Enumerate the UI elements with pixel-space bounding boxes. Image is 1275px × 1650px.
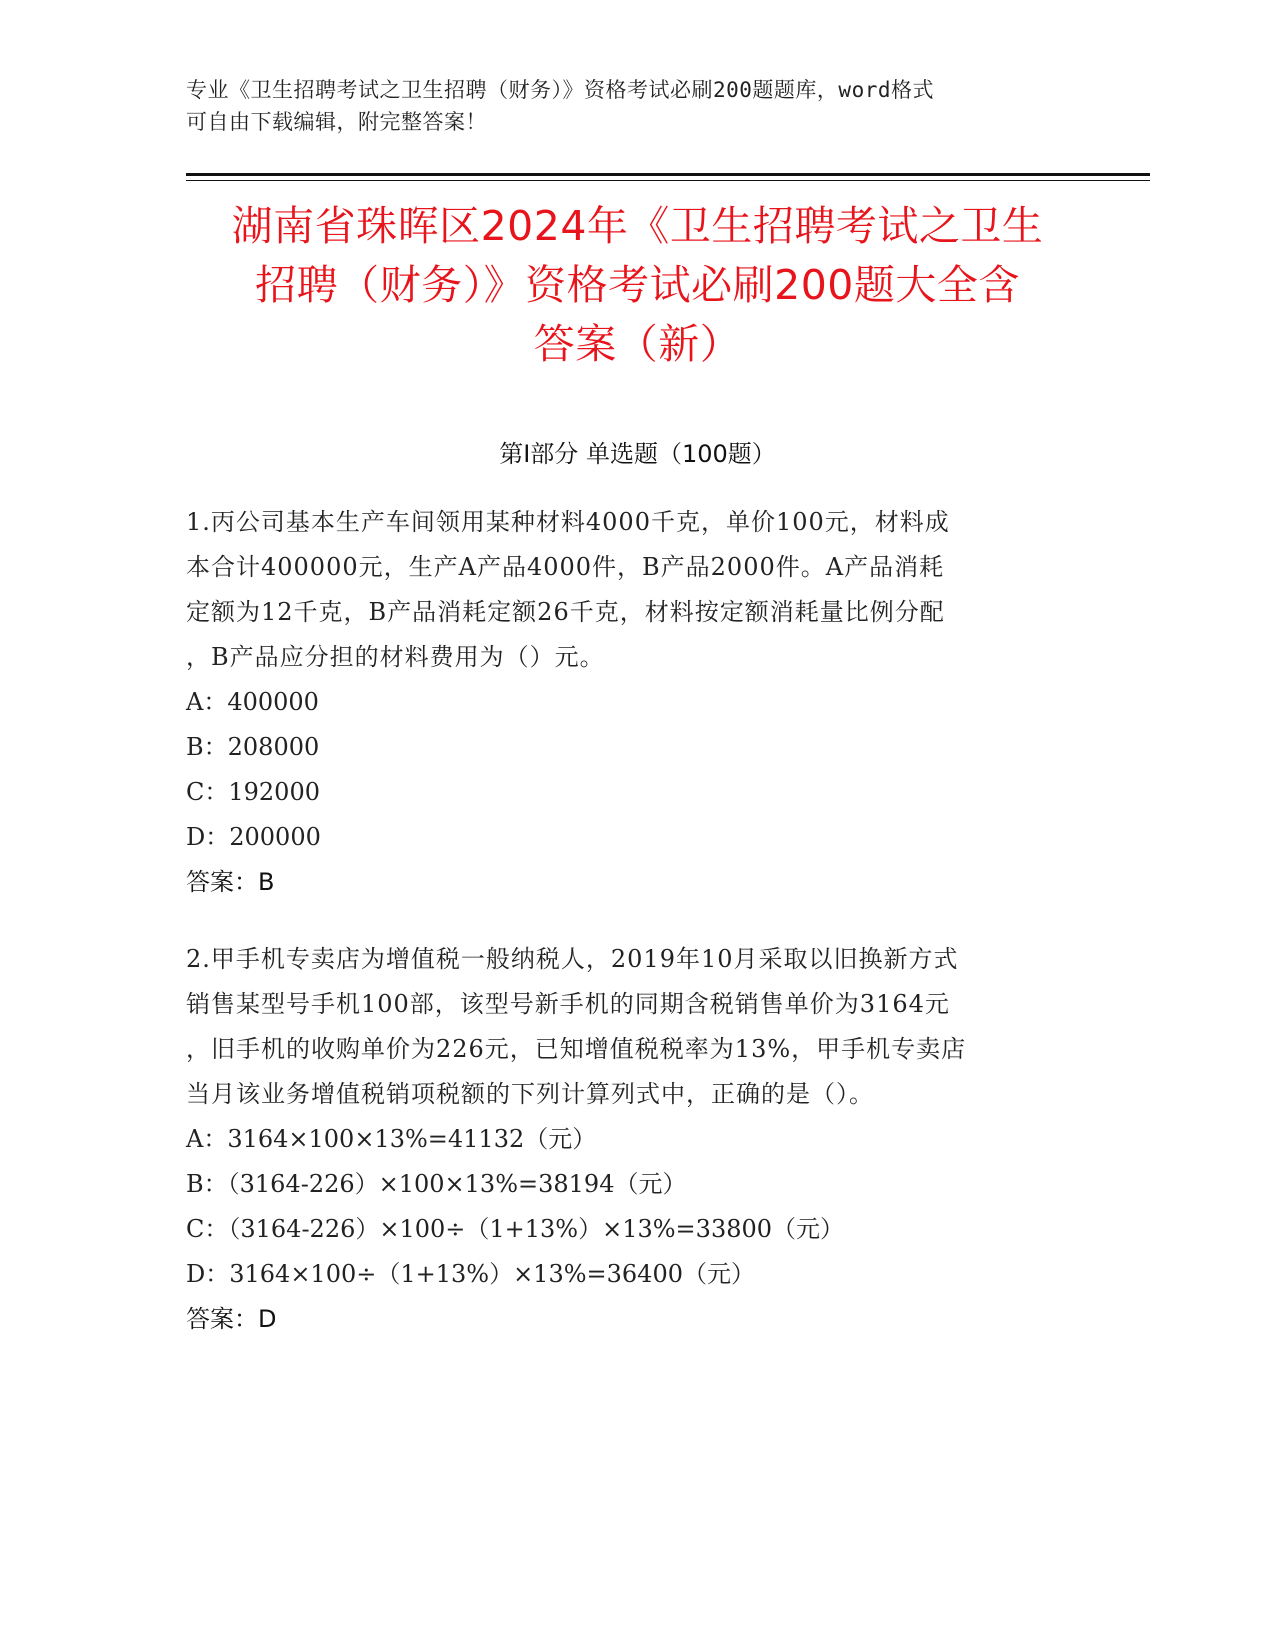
header-note <box>186 74 1086 138</box>
question-stem-line: 1.丙公司基本生产车间领用某种材料4000千克，单价100元，材料成 <box>186 508 950 536</box>
question-stem-line: 定额为12千克，B产品消耗定额26千克，材料按定额消耗量比例分配 <box>186 598 945 626</box>
option-b: B：（3164-226）×100×13%=38194（元） <box>186 1170 687 1198</box>
question-stem <box>186 937 1086 1117</box>
question-1 <box>186 500 1086 905</box>
option-d: D：200000 <box>186 823 321 851</box>
question-stem-line: ，B产品应分担的材料费用为（）元。 <box>186 643 605 671</box>
question-2 <box>186 937 1086 1342</box>
title-line-1: 湖南省珠晖区2024年《卫生招聘考试之卫生 <box>231 202 1044 250</box>
title-line-2: 招聘（财务）》资格考试必刷200题大全含 <box>255 261 1020 309</box>
question-stem-line: 当月该业务增值税销项税额的下列计算列式中，正确的是（）。 <box>186 1080 874 1108</box>
question-stem-line: 销售某型号手机100部，该型号新手机的同期含税销售单价为3164元 <box>186 990 950 1018</box>
answer: 答案：B <box>186 868 275 896</box>
title-line-3: 答案（新） <box>533 320 742 368</box>
option-c: C：（3164-226）×100÷（1+13%）×13%=33800（元） <box>186 1215 845 1243</box>
question-stem <box>186 500 1086 680</box>
option-b: B：208000 <box>186 733 320 761</box>
question-stem-line: 2.甲手机专卖店为增值税一般纳税人，2019年10月采取以旧换新方式 <box>186 945 959 973</box>
option-a: A：3164×100×13%=41132（元） <box>186 1125 597 1153</box>
question-stem-line: 本合计400000元，生产A产品4000件，B产品2000件。A产品消耗 <box>186 553 945 581</box>
section-heading: 第Ⅰ部分 单选题（100题） <box>499 440 776 468</box>
answer: 答案：D <box>186 1305 277 1333</box>
option-c: C：192000 <box>186 778 320 806</box>
question-stem-line: ，旧手机的收购单价为226元，已知增值税税率为13%，甲手机专卖店 <box>186 1035 967 1063</box>
header-note-line-1: 专业《卫生招聘考试之卫生招聘（财务）》资格考试必刷200题题库，word格式 <box>186 78 934 102</box>
document-title <box>170 197 1105 374</box>
header-divider-thin <box>186 180 1150 181</box>
option-a: A：400000 <box>186 688 319 716</box>
option-d: D：3164×100÷（1+13%）×13%=36400（元） <box>186 1260 755 1288</box>
header-note-line-2: 可自由下载编辑，附完整答案！ <box>186 110 487 134</box>
header-divider-thick <box>186 173 1150 176</box>
